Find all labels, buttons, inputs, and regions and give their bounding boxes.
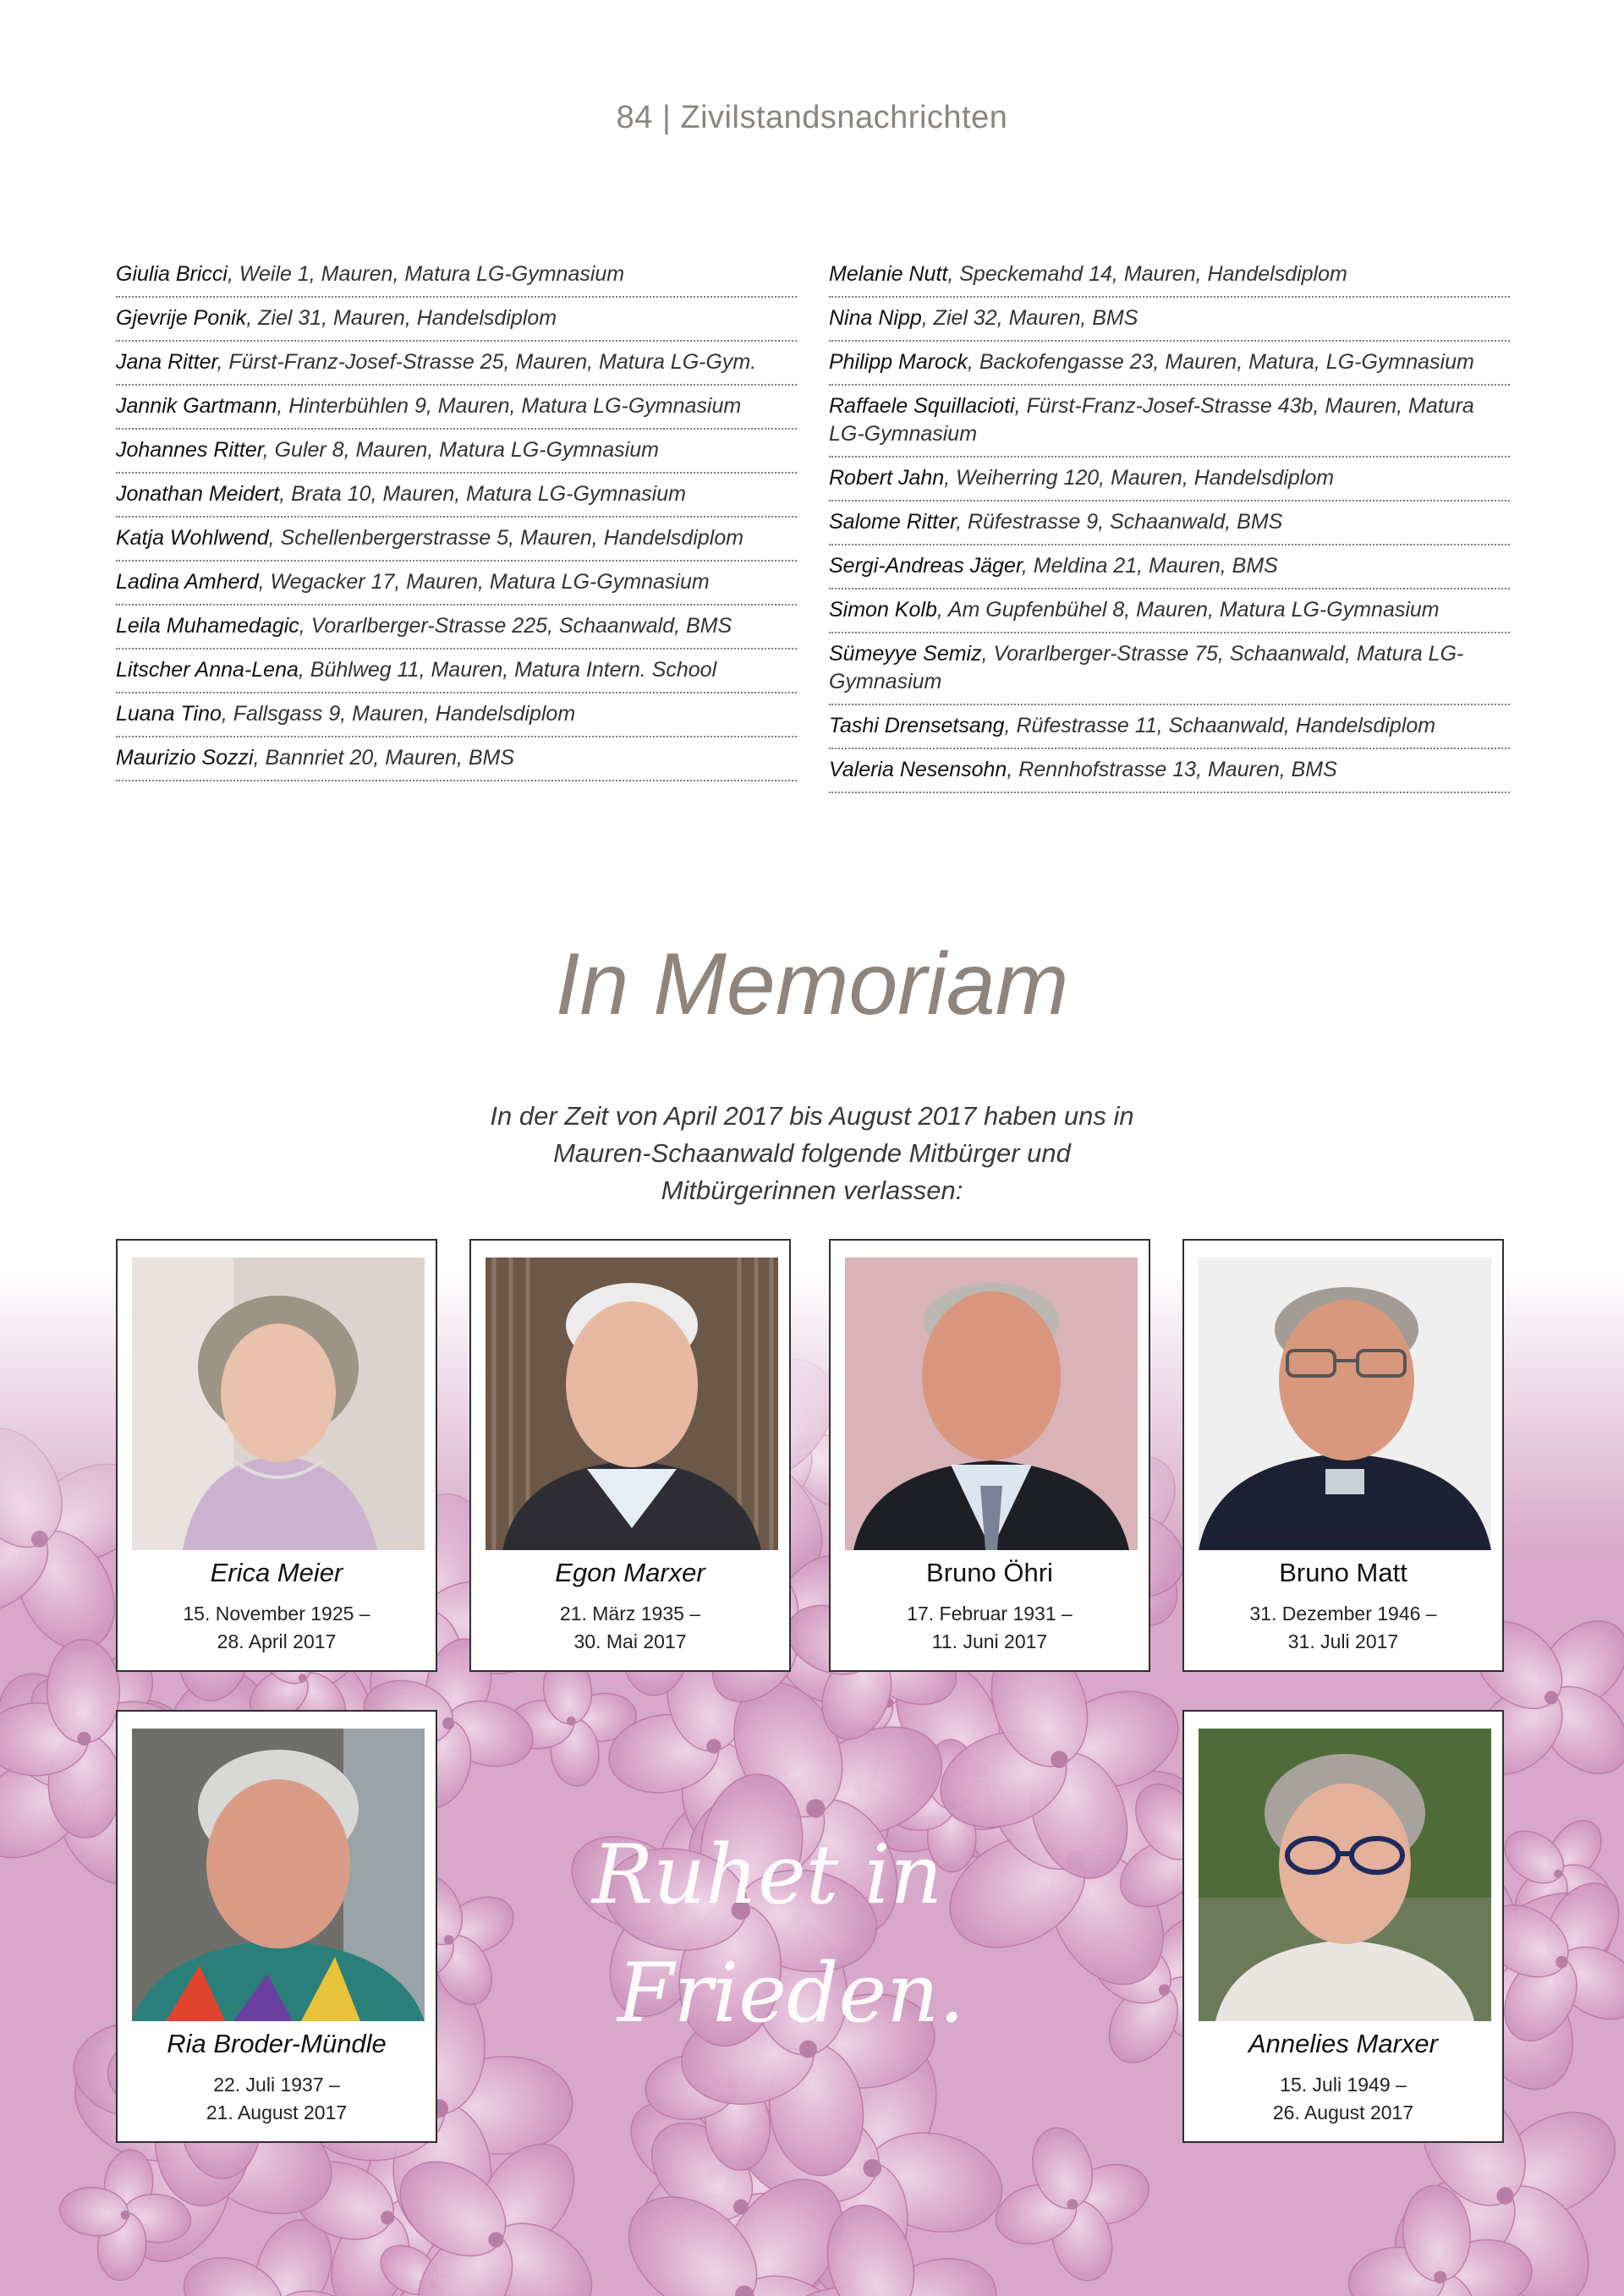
- graduate-details: , Vorarlberger-Strasse 75, Schaanwald, Matura LG-Gymnasium: [829, 642, 1464, 693]
- graduate-name: Simon Kolb: [829, 598, 937, 622]
- portrait-photo: [486, 1258, 778, 1550]
- page-number: 84: [616, 100, 653, 135]
- graduates-column-left: [116, 254, 797, 781]
- death-date: 11. Juni 2017: [931, 1630, 1048, 1652]
- life-dates: [471, 1600, 789, 1656]
- graduate-details: , Weile 1, Mauren, Matura LG-Gymnasium: [227, 262, 625, 286]
- graduate-entry: [116, 342, 797, 386]
- graduate-details: , Backofengasse 23, Mauren, Matura, LG-Gymnasium: [967, 350, 1474, 374]
- memorial-card-erica-meier: [116, 1239, 437, 1672]
- section-title: Zivilstandsnachrichten: [680, 100, 1008, 135]
- graduate-name: Gjevrije Ponik: [116, 306, 247, 330]
- graduate-details: , Ziel 31, Mauren, Handelsdiplom: [246, 306, 557, 330]
- graduate-name: Maurizio Sozzi: [116, 746, 254, 770]
- life-dates: [118, 1600, 436, 1656]
- graduate-name: Jannik Gartmann: [116, 394, 277, 418]
- person-name: Ria Broder-Mündle: [167, 2029, 387, 2058]
- graduate-entry: [116, 254, 797, 298]
- graduate-name: Tashi Drensetsang: [829, 714, 1005, 737]
- person-name: Erica Meier: [210, 1558, 343, 1587]
- script-line-1: Ruhet in: [592, 1827, 943, 1922]
- birth-date: 22. Juli 1937 –: [213, 2074, 340, 2096]
- graduate-entry: [829, 545, 1510, 589]
- graduate-name: Jana Ritter: [116, 350, 217, 374]
- graduate-entry: [116, 518, 797, 562]
- person-name: Egon Marxer: [555, 1558, 705, 1587]
- graduates-column-right: [829, 254, 1510, 793]
- death-date: 28. April 2017: [217, 1630, 337, 1652]
- graduate-details: , Fallsgass 9, Mauren, Handelsdiplom: [221, 702, 576, 726]
- graduate-name: Ladina Amherd: [116, 570, 259, 594]
- graduate-details: , Hinterbühlen 9, Mauren, Matura LG-Gymnasium: [277, 394, 742, 418]
- graduate-details: , Rennhofstrasse 13, Mauren, BMS: [1007, 758, 1337, 781]
- portrait-photo: [132, 1729, 425, 2021]
- birth-date: 15. Juli 1949 –: [1280, 2074, 1407, 2096]
- graduate-name: Sümeyye Semiz: [829, 642, 982, 666]
- portrait-photo: [1199, 1729, 1491, 2021]
- life-dates: [118, 2071, 436, 2127]
- graduate-name: Robert Jahn: [829, 466, 945, 490]
- graduate-details: , Meldina 21, Mauren, BMS: [1021, 554, 1278, 578]
- birth-date: 21. März 1935 –: [559, 1603, 701, 1625]
- birth-date: 15. November 1925 –: [183, 1603, 370, 1625]
- life-dates: [1184, 2071, 1502, 2127]
- graduate-details: , Brata 10, Mauren, Matura LG-Gymnasium: [279, 482, 686, 506]
- person-name: Bruno Öhri: [926, 1558, 1053, 1587]
- graduate-entry: [829, 749, 1510, 793]
- death-date: 26. August 2017: [1272, 2101, 1414, 2123]
- graduate-entry: [829, 633, 1510, 705]
- portrait-photo: [132, 1258, 425, 1550]
- graduate-details: , Schellenbergerstrasse 5, Mauren, Handelsdiplom: [268, 526, 744, 550]
- graduate-details: , Guler 8, Mauren, Matura LG-Gymnasium: [262, 438, 659, 462]
- memorial-card-bruno-oehri: [829, 1239, 1150, 1672]
- birth-date: 31. Dezember 1946 –: [1249, 1603, 1437, 1625]
- memorial-card-ria-broder-muendle: [116, 1710, 437, 2143]
- graduate-entry: [829, 458, 1510, 501]
- graduate-name: Leila Muhamedagic: [116, 614, 299, 638]
- death-date: 30. Mai 2017: [573, 1630, 687, 1652]
- person-name: Bruno Matt: [1279, 1558, 1407, 1587]
- graduate-entry: [116, 562, 797, 606]
- graduate-details: , Bannriet 20, Mauren, BMS: [253, 746, 515, 770]
- graduate-entry: [116, 386, 797, 430]
- graduate-entry: [829, 705, 1510, 749]
- graduate-entry: [829, 589, 1510, 633]
- graduate-details: , Rüfestrasse 9, Schaanwald, BMS: [956, 510, 1283, 534]
- memorial-card-egon-marxer: [469, 1239, 791, 1672]
- graduate-details: , Bühlweg 11, Mauren, Matura Intern. School: [298, 658, 717, 682]
- graduate-entry: [829, 342, 1510, 386]
- death-date: 31. Juli 2017: [1287, 1630, 1399, 1652]
- script-line-2: Frieden.: [617, 1946, 965, 2041]
- graduate-name: Raffaele Squillacioti: [829, 394, 1015, 418]
- person-name: Annelies Marxer: [1248, 2029, 1438, 2058]
- portrait-photo: [845, 1258, 1138, 1550]
- graduate-details: , Ziel 32, Mauren, BMS: [921, 306, 1138, 330]
- memoriam-title: In Memoriam: [555, 935, 1069, 1033]
- graduate-name: Melanie Nutt: [829, 262, 948, 286]
- graduate-entry: [116, 737, 797, 781]
- graduate-details: , Vorarlberger-Strasse 225, Schaanwald, BMS: [299, 614, 732, 638]
- life-dates: [1184, 1600, 1502, 1656]
- portrait-photo: [1199, 1258, 1491, 1550]
- graduate-details: , Speckemahd 14, Mauren, Handelsdiplom: [947, 262, 1347, 286]
- graduate-name: Philipp Marock: [829, 350, 968, 374]
- graduate-name: Luana Tino: [116, 702, 222, 726]
- death-date: 21. August 2017: [206, 2101, 348, 2123]
- graduate-details: , Weiherring 120, Mauren, Handelsdiplom: [944, 466, 1335, 490]
- graduate-name: Salome Ritter: [829, 510, 957, 534]
- graduate-details: , Fürst-Franz-Josef-Strasse 43b, Mauren, Matura LG-Gymnasium: [829, 394, 1474, 446]
- graduate-entry: [116, 430, 797, 474]
- graduate-name: Sergi-Andreas Jäger: [829, 554, 1022, 578]
- graduate-name: Johannes Ritter: [116, 438, 263, 462]
- graduate-details: , Wegacker 17, Mauren, Matura LG-Gymnasium: [258, 570, 710, 594]
- graduate-name: Valeria Nesensohn: [829, 758, 1007, 781]
- graduate-entry: [116, 474, 797, 518]
- memoriam-intro: In der Zeit von April 2017 bis August 2017 haben uns in Mauren-Schaanwald folgende Mitbürger und Mitbürgerinnen verlassen:: [490, 1101, 1134, 1205]
- graduate-details: , Rüfestrasse 11, Schaanwald, Handelsdiplom: [1004, 714, 1436, 737]
- graduate-entry: [116, 298, 797, 342]
- graduate-entry: [116, 649, 797, 693]
- birth-date: 17. Februar 1931 –: [907, 1603, 1073, 1625]
- graduate-entry: [116, 606, 797, 649]
- memorial-card-annelies-marxer: [1182, 1710, 1504, 2143]
- life-dates: [831, 1600, 1149, 1656]
- graduate-entry: [829, 254, 1510, 298]
- graduate-name: Nina Nipp: [829, 306, 922, 330]
- graduate-details: , Fürst-Franz-Josef-Strasse 25, Mauren, Matura LG-Gym.: [217, 350, 757, 374]
- header-separator: |: [661, 100, 672, 135]
- graduate-name: Jonathan Meidert: [116, 482, 280, 506]
- graduate-name: Giulia Bricci: [116, 262, 228, 286]
- graduate-details: , Am Gupfenbühel 8, Mauren, Matura LG-Gymnasium: [936, 598, 1440, 622]
- rest-in-peace-script: [541, 1810, 1083, 2063]
- graduate-name: Litscher Anna-Lena: [116, 658, 299, 682]
- page-header: [0, 100, 1624, 136]
- graduate-name: Katja Wohlwend: [116, 526, 269, 550]
- graduate-entry: [829, 501, 1510, 545]
- memorial-card-bruno-matt: [1182, 1239, 1504, 1672]
- graduate-entry: [829, 298, 1510, 342]
- graduate-entry: [116, 693, 797, 737]
- graduate-entry: [829, 386, 1510, 458]
